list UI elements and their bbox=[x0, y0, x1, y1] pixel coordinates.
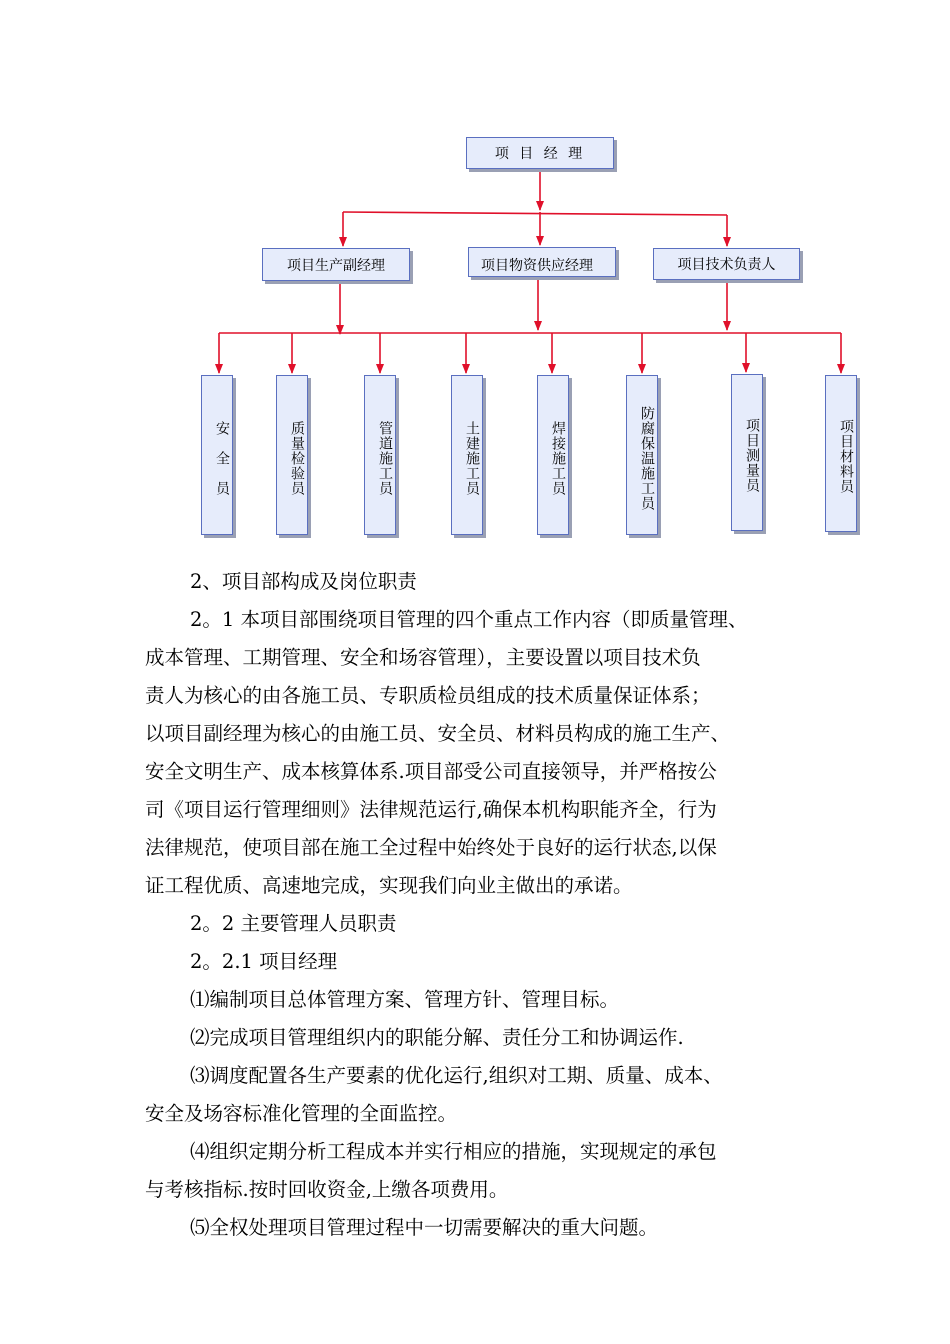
org-box-safety-officer: 安 全 员 bbox=[201, 375, 233, 535]
org-box-welding-constructor: 焊接施工员 bbox=[537, 375, 569, 535]
org-box-supply-manager: 项目物资供应经理 bbox=[468, 247, 616, 277]
para-2-1-line-5: 安全文明生产、成本核算体系.项目部受公司直接领导，并严格按公 bbox=[145, 760, 717, 783]
duty-5: ⑸全权处理项目管理过程中一切需要解决的重大问题。 bbox=[190, 1216, 659, 1239]
duty-4-line-2: 与考核指标.按时回收资金,上缴各项费用。 bbox=[145, 1178, 509, 1201]
para-2-1-line-1: 2。1 本项目部围绕项目管理的四个重点工作内容（即质量管理、 bbox=[190, 608, 748, 631]
duty-4-line-1: ⑷组织定期分析工程成本并实行相应的措施，实现规定的承包 bbox=[190, 1140, 717, 1163]
subsection-2-2-title: 2。2 主要管理人员职责 bbox=[190, 912, 397, 935]
org-box-civil-constructor: 土建施工员 bbox=[451, 375, 483, 535]
subsection-2-2-1-title: 2。2.1 项目经理 bbox=[190, 950, 338, 973]
org-box-production-deputy: 项目生产副经理 bbox=[262, 248, 410, 281]
org-box-surveyor: 项目测量员 bbox=[731, 374, 763, 531]
para-2-1-line-3: 责人为核心的由各施工员、专职质检员组成的技术质量保证体系； bbox=[145, 684, 711, 707]
org-box-anticorrosion-constructor: 防腐保温施工员 bbox=[626, 375, 658, 535]
para-2-1-line-4: 以项目副经理为核心的由施工员、安全员、材料员构成的施工生产、 bbox=[145, 722, 731, 745]
org-box-quality-inspector: 质量检验员 bbox=[276, 375, 308, 535]
duty-3-line-1: ⑶调度配置各生产要素的优化运行,组织对工期、质量、成本、 bbox=[190, 1064, 723, 1087]
org-box-technical-lead: 项目技术负责人 bbox=[653, 248, 800, 280]
para-2-1-line-2: 成本管理、工期管理、安全和场容管理），主要设置以项目技术负 bbox=[145, 646, 701, 669]
para-2-1-line-8: 证工程优质、高速地完成，实现我们向业主做出的承诺。 bbox=[145, 874, 633, 897]
para-2-1-line-7: 法律规范，使项目部在施工全过程中始终处于良好的运行状态,以保 bbox=[145, 836, 717, 859]
org-box-pipeline-constructor: 管道施工员 bbox=[364, 375, 396, 535]
duty-2: ⑵完成项目管理组织内的职能分解、责任分工和协调运作. bbox=[190, 1026, 684, 1049]
para-2-1-line-6: 司《项目运行管理细则》法律规范运行,确保本机构职能齐全，行为 bbox=[145, 798, 717, 821]
duty-1: ⑴编制项目总体管理方案、管理方针、管理目标。 bbox=[190, 988, 620, 1011]
duty-3-line-2: 安全及场容标准化管理的全面监控。 bbox=[145, 1102, 458, 1125]
org-box-project-manager: 项 目 经 理 bbox=[466, 137, 614, 169]
section-title: 2、项目部构成及岗位职责 bbox=[190, 570, 417, 593]
org-box-materials-officer: 项目材料员 bbox=[825, 375, 857, 532]
